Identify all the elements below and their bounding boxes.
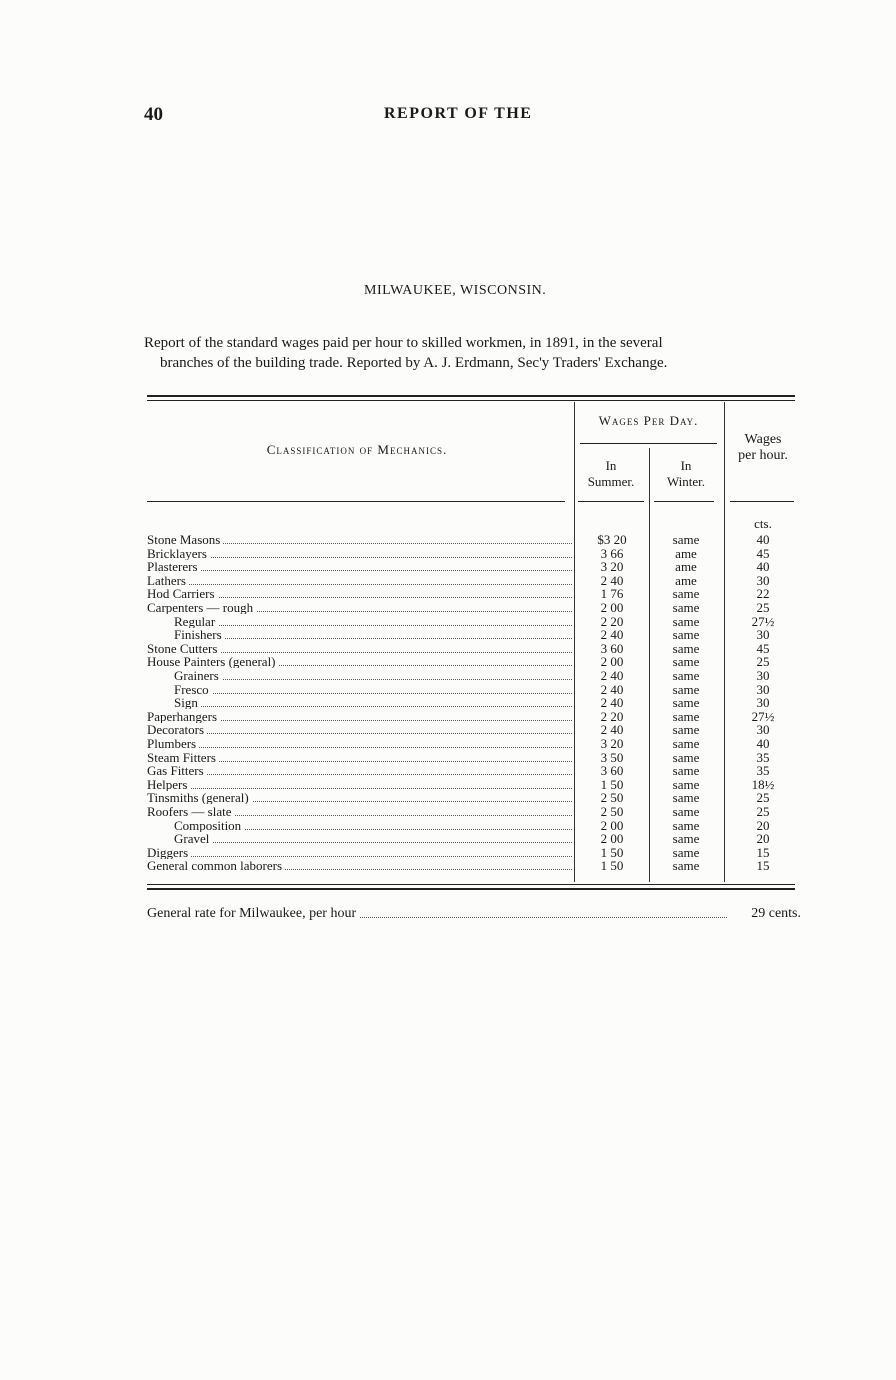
hourly-wage: 22 <box>756 586 770 602</box>
table-bottom-rule-thin <box>147 884 795 885</box>
winter-wage: same <box>672 804 700 819</box>
winter-wage: same <box>672 736 700 751</box>
winter-wage: same <box>672 790 700 806</box>
mechanic-name: House Painters (general) <box>147 655 279 668</box>
mechanic-classification <box>147 751 572 764</box>
table-row <box>0 819 896 833</box>
header-bottom-rule-4 <box>730 501 794 502</box>
header-per-hour-line2: per hour. <box>738 448 788 463</box>
hourly-wage: 30 <box>756 695 770 711</box>
table-bottom-rule <box>147 888 795 890</box>
summer-wage: 2 00 <box>600 831 624 847</box>
table-row <box>0 533 896 547</box>
table-row <box>0 778 896 792</box>
mechanic-classification <box>174 683 572 696</box>
table-row <box>0 601 896 615</box>
mechanic-classification <box>147 737 572 750</box>
winter-wage: ame <box>675 572 697 588</box>
mechanic-classification <box>174 628 572 641</box>
table-row <box>0 791 896 805</box>
summer-wage: 1 50 <box>600 858 624 874</box>
summer-wage: 3 66 <box>600 545 624 561</box>
mechanic-classification <box>174 615 572 628</box>
winter-wage: same <box>672 749 700 765</box>
winter-wage: same <box>672 776 700 792</box>
table-row <box>0 696 896 710</box>
table-top-rule <box>147 395 795 397</box>
mechanic-name: Paperhangers <box>147 710 220 723</box>
summer-wage: 2 40 <box>600 722 624 738</box>
running-head: REPORT OF THE <box>384 105 533 122</box>
mechanic-name: Steam Fitters <box>147 751 219 764</box>
mechanic-classification <box>147 587 572 600</box>
winter-wage: same <box>672 831 700 847</box>
header-classification-label: Classification of Mechanics. <box>266 442 448 457</box>
hourly-wage: 20 <box>756 831 770 847</box>
table-row <box>0 859 896 873</box>
winter-wage: same <box>672 532 700 547</box>
hourly-wage: 15 <box>756 858 770 874</box>
table-row <box>0 628 896 642</box>
summer-wage: 2 20 <box>600 613 624 629</box>
winter-wage: same <box>672 627 700 643</box>
summer-wage: 1 50 <box>600 844 624 860</box>
summer-wage: 2 40 <box>600 668 624 683</box>
summer-wage: 2 20 <box>600 708 624 724</box>
mechanic-classification <box>147 547 572 560</box>
winter-wage: same <box>672 668 700 683</box>
hourly-wage: 30 <box>756 722 770 738</box>
hourly-wage: 27½ <box>751 613 775 629</box>
table-row <box>0 615 896 629</box>
page-number: 40 <box>144 104 163 125</box>
mechanic-name: Sign <box>174 696 201 709</box>
mechanic-name: Regular <box>174 615 218 628</box>
hourly-wage: 30 <box>756 668 770 683</box>
mechanic-classification <box>147 560 572 573</box>
winter-wage: same <box>672 681 700 697</box>
winter-wage: same <box>672 600 700 615</box>
mechanic-classification <box>147 723 572 736</box>
hourly-wage: 15 <box>756 844 770 860</box>
unit-cents: cts. <box>754 516 772 531</box>
table-row <box>0 642 896 656</box>
header-winter-line1: In <box>680 458 692 473</box>
winter-wage: same <box>672 654 700 670</box>
table-row <box>0 655 896 669</box>
mechanic-classification <box>147 846 572 859</box>
winter-wage: same <box>672 695 700 711</box>
hourly-wage: 40 <box>756 532 770 547</box>
summer-wage: 2 00 <box>600 817 624 833</box>
mechanic-classification <box>147 574 572 587</box>
summer-wage: 2 50 <box>600 790 624 806</box>
general-rate-label-wrap <box>147 906 727 922</box>
summer-wage: 2 50 <box>600 804 624 819</box>
header-classification <box>147 442 567 458</box>
summer-wage: $3 20 <box>597 532 627 547</box>
hourly-wage: 35 <box>756 749 770 765</box>
hourly-wage: 25 <box>756 600 770 615</box>
winter-wage: same <box>672 708 700 724</box>
winter-wage: same <box>672 858 700 874</box>
hourly-wage: 18½ <box>751 776 775 792</box>
table-row <box>0 587 896 601</box>
hourly-wage: 45 <box>756 545 770 561</box>
table-row <box>0 574 896 588</box>
mechanic-classification <box>147 710 572 723</box>
mechanic-name: Hod Carriers <box>147 587 218 600</box>
winter-wage: same <box>672 844 700 860</box>
winter-wage: same <box>672 722 700 738</box>
mechanic-classification <box>147 778 572 791</box>
table-row <box>0 710 896 724</box>
hourly-wage: 40 <box>756 559 770 575</box>
mechanic-name: Grainers <box>174 669 222 682</box>
mechanic-classification <box>174 832 572 845</box>
hourly-wage: 35 <box>756 763 770 779</box>
mechanic-classification <box>147 655 572 668</box>
hourly-wage: 30 <box>756 627 770 643</box>
intro-text-line-2: branches of the building trade. Reported by A. J. Erdmann, Sec'y Traders' Exchange. <box>160 355 668 371</box>
summer-wage: 1 50 <box>600 776 624 792</box>
wages-per-day-rule <box>580 443 717 444</box>
mechanic-name: Plumbers <box>147 737 199 750</box>
table-row <box>0 560 896 574</box>
mechanic-name: Stone Cutters <box>147 642 220 655</box>
summer-wage: 2 40 <box>600 627 624 643</box>
header-wages-per-day-label: Wages Per Day. <box>598 413 699 428</box>
mechanic-classification <box>174 819 572 832</box>
mechanic-name: Decorators <box>147 723 207 736</box>
winter-wage: same <box>672 640 700 656</box>
header-bottom-rule-2 <box>578 501 644 502</box>
summer-wage: 2 40 <box>600 572 624 588</box>
mechanic-name: Helpers <box>147 778 190 791</box>
intro-text-line-1: Report of the standard wages paid per hour to skilled workmen, in 1891, in the several <box>144 335 663 351</box>
summer-wage: 2 00 <box>600 654 624 670</box>
mechanic-name: Gravel <box>174 832 212 845</box>
winter-wage: ame <box>675 545 697 561</box>
mechanic-name: Gas Fitters <box>147 764 207 777</box>
hourly-wage: 40 <box>756 736 770 751</box>
hourly-wage: 30 <box>756 572 770 588</box>
mechanic-name: Finishers <box>174 628 225 641</box>
hourly-wage: 25 <box>756 654 770 670</box>
summer-wage: 3 60 <box>600 640 624 656</box>
table-row <box>0 683 896 697</box>
mechanic-classification <box>147 601 572 614</box>
summer-wage: 3 50 <box>600 749 624 765</box>
mechanic-name: Lathers <box>147 574 189 587</box>
summer-wage: 3 20 <box>600 736 624 751</box>
winter-wage: same <box>672 613 700 629</box>
summer-wage: 2 40 <box>600 695 624 711</box>
header-summer-line1: In <box>605 458 617 473</box>
hourly-wage: 25 <box>756 790 770 806</box>
table-row <box>0 547 896 561</box>
mechanic-classification <box>147 859 572 872</box>
mechanic-classification <box>147 642 572 655</box>
header-wages-per-day <box>580 413 717 429</box>
hourly-wage: 25 <box>756 804 770 819</box>
table-row <box>0 805 896 819</box>
header-winter <box>652 458 720 490</box>
section-title: MILWAUKEE, WISCONSIN. <box>364 283 547 298</box>
mechanic-name: Roofers — slate <box>147 805 234 818</box>
table-row <box>0 764 896 778</box>
mechanic-classification <box>147 533 572 546</box>
table-row <box>0 751 896 765</box>
mechanic-name: Fresco <box>174 683 212 696</box>
mechanic-name: Bricklayers <box>147 547 210 560</box>
mechanic-name: Diggers <box>147 846 191 859</box>
mechanic-name: Composition <box>174 819 244 832</box>
header-per-hour <box>727 432 799 464</box>
table-top-rule-thin <box>147 400 795 401</box>
mechanic-name: Tinsmiths (general) <box>147 791 252 804</box>
summer-wage: 3 20 <box>600 559 624 575</box>
mechanic-name: Plasterers <box>147 560 201 573</box>
winter-wage: same <box>672 586 700 602</box>
table-row <box>0 723 896 737</box>
mechanic-classification <box>174 669 572 682</box>
hourly-wage: 30 <box>756 681 770 697</box>
general-rate-label: General rate for Milwaukee, per hour <box>147 906 359 921</box>
mechanic-classification <box>147 805 572 818</box>
mechanic-name: Stone Masons <box>147 533 223 546</box>
summer-wage: 3 60 <box>600 763 624 779</box>
mechanic-classification <box>174 696 572 709</box>
table-row <box>0 832 896 846</box>
hourly-wage: 27½ <box>751 708 775 724</box>
summer-wage: 1 76 <box>600 586 624 602</box>
table-row <box>0 737 896 751</box>
table-row <box>0 669 896 683</box>
winter-wage: same <box>672 763 700 779</box>
general-rate-line <box>147 906 801 924</box>
header-bottom-rule-3 <box>654 501 714 502</box>
header-per-hour-line1: Wages <box>744 432 782 447</box>
header-summer-line2: Summer. <box>587 474 635 489</box>
header-winter-line2: Winter. <box>666 474 706 489</box>
table-row <box>0 846 896 860</box>
header-bottom-rule-1 <box>147 501 565 502</box>
winter-wage: same <box>672 817 700 833</box>
mechanic-name: Carpenters — rough <box>147 601 256 614</box>
hourly-wage: 45 <box>756 640 770 656</box>
general-rate-value: 29 cents. <box>751 906 801 921</box>
summer-wage: 2 00 <box>600 600 624 615</box>
hourly-wage: 20 <box>756 817 770 833</box>
summer-wage: 2 40 <box>600 681 624 697</box>
mechanic-classification <box>147 791 572 804</box>
mechanic-classification <box>147 764 572 777</box>
mechanic-name: General common laborers <box>147 859 285 872</box>
winter-wage: ame <box>675 559 697 575</box>
header-summer <box>576 458 646 490</box>
